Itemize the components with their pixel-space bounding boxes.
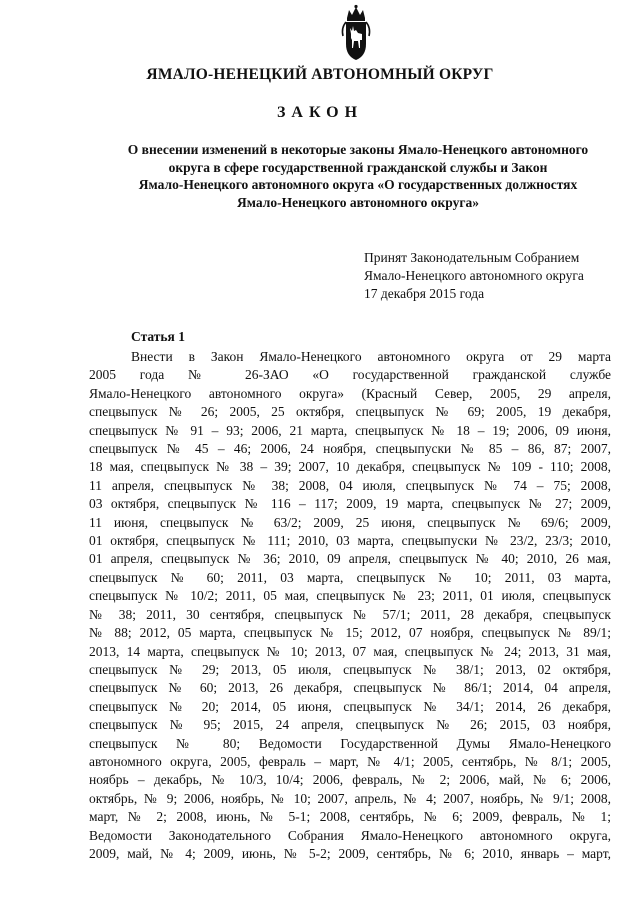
text-line: 11 апреля, спецвыпуск № 38; 2008, 04 июля, спецвыпуск № 74 – 75; 2008, — [89, 477, 611, 493]
law-title-line: О внесении изменений в некоторые законы Ямало-Ненецкого автономного — [127, 142, 589, 157]
text-line: 2013, 14 марта, спецвыпуск № 10; 2013, 07 мая, спецвыпуск № 24; 2013, 31 мая, — [89, 643, 611, 659]
text-line: Ямало-Ненецкого автономного округа» (Красный Север, 2005, 29 апреля, — [89, 385, 611, 401]
article-body — [89, 348, 611, 863]
adoption-line: Принят Законодательным Собранием — [364, 250, 580, 265]
text-line: автономного округа, 2005, февраль – март, № 4/1; 2005, сентябрь, № 8/1; 2005, — [89, 753, 611, 769]
region-name: ЯМАЛО-НЕНЕЦКИЙ АВТОНОМНЫЙ ОКРУГ — [146, 66, 494, 83]
text-line: спецвыпуск № 45 – 46; 2006, 24 ноября, спецвыпуски № 85 – 86, 87; 2007, — [89, 441, 611, 457]
text-line: 18 мая, спецвыпуск № 38 – 39; 2007, 10 декабря, спецвыпуск № 109 - 110; 2008, — [89, 459, 611, 475]
text-line: спецвыпуск № 20; 2014, 05 июня, спецвыпуск № 34/1; 2014, 26 декабря, — [89, 698, 611, 714]
text-line: 03 октября, спецвыпуск № 116 – 117; 2009, 19 марта, спецвыпуск № 27; 2009, — [89, 496, 611, 512]
text-line: спецвыпуск № 80; Ведомости Государственной Думы Ямало-Ненецкого — [89, 735, 611, 751]
text-line: Внести в Закон Ямало-Ненецкого автономного округа от 29 марта — [131, 349, 611, 364]
adoption-line: Ямало-Ненецкого автономного округа — [364, 268, 584, 283]
text-line: Ведомости Законодательного Собрания Ямало-Ненецкого автономного округа, — [89, 827, 611, 843]
text-line: 2009, май, № 4; 2009, июнь, № 5-2; 2009, сентябрь, № 6; 2010, январь – март, — [89, 845, 611, 861]
text-line: спецвыпуск № 91 – 93; 2006, 21 марта, спецвыпуск № 18 – 19; 2006, 09 июня, — [89, 422, 611, 438]
text-line: спецвыпуск № 29; 2013, 05 июля, спецвыпуск № 38/1; 2013, 02 октября, — [89, 661, 611, 677]
text-line: 11 июня, спецвыпуск № 63/2; 2009, 25 июня, спецвыпуск № 69/6; 2009, — [89, 514, 611, 530]
text-line: № 38; 2011, 30 сентября, спецвыпуск № 57/1; 2011, 28 декабря, спецвыпуск — [89, 606, 611, 622]
text-line: октябрь, № 9; 2006, ноябрь, № 10; 2007, апрель, № 4; 2007, ноябрь, № 9/1; 2008, — [89, 790, 611, 806]
text-line: спецвыпуск № 60; 2011, 03 марта, спецвыпуск № 10; 2011, 03 марта, — [89, 569, 611, 585]
text-line: 01 апреля, спецвыпуск № 36; 2010, 09 апреля, спецвыпуск № 40; 2010, 26 мая, — [89, 551, 611, 567]
text-line: март, № 2; 2008, июнь, № 5-1; 2008, сентябрь, № 6; 2009, февраль, № 1; — [89, 809, 611, 825]
law-title-line: Ямало-Ненецкого автономного округа «О государственных должностях — [138, 177, 578, 192]
text-line: спецвыпуск № 60; 2013, 26 декабря, спецвыпуск № 86/1; 2014, 04 апреля, — [89, 680, 611, 696]
law-title-line: Ямало-Ненецкого автономного округа» — [237, 194, 479, 210]
text-line: ноябрь – декабрь, № 10/3, 10/4; 2006, февраль, № 2; 2006, май, № 6; 2006, — [89, 772, 611, 788]
text-line: № 88; 2012, 05 марта, спецвыпуск № 15; 2012, 07 ноября, спецвыпуск № 89/1; — [89, 625, 611, 641]
text-line: 01 октября, спецвыпуск № 111; 2010, 03 марта, спецвыпуски № 23/2, 23/3; 2010, — [89, 533, 611, 549]
coat-of-arms-icon — [338, 4, 374, 62]
text-line: спецвыпуск № 95; 2015, 24 апреля, спецвыпуск № 26; 2015, 03 ноября, — [89, 717, 611, 733]
text-line: спецвыпуск № 10/2; 2011, 05 мая, спецвыпуск № 23; 2011, 01 июля, спецвыпуск — [89, 588, 611, 604]
article-heading: Статья 1 — [131, 329, 185, 344]
text-line: 2005 года № 26-ЗАО «О государственной гражданской службе — [89, 367, 611, 383]
adoption-date: 17 декабря 2015 года — [364, 286, 485, 301]
law-title-line: округа в сфере государственной гражданской службы и Закон — [168, 159, 548, 175]
adoption-note — [364, 249, 584, 303]
law-title — [98, 141, 618, 211]
document-type: ЗАКОН — [276, 104, 364, 121]
text-line: спецвыпуск № 26; 2005, 25 октября, спецвыпуск № 69; 2005, 19 декабря, — [89, 404, 611, 420]
